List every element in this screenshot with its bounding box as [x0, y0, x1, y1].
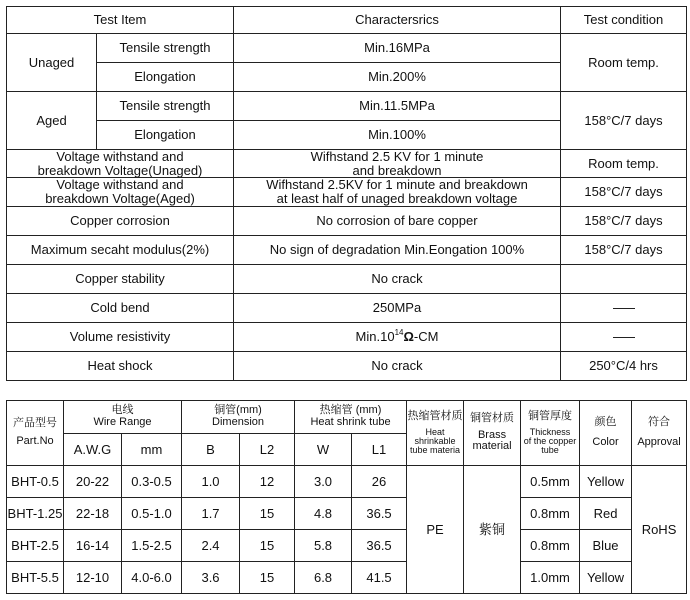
- secant-modulus-value: No sign of degradation Min.Eongation 100%: [234, 235, 561, 264]
- cell-brass-material: 紫铜: [464, 466, 521, 594]
- spec-row-unaged-tensile: [7, 34, 687, 63]
- cell-part: BHT-5.5: [7, 562, 64, 594]
- spec-header-row: [7, 7, 687, 34]
- dash-mark: [613, 337, 635, 338]
- copper-stability-condition: [561, 264, 687, 293]
- aged-tensile-label: Tensile strength: [97, 92, 234, 121]
- product-header-row-1: [7, 401, 687, 434]
- spec-row-copper-stability: [7, 264, 687, 293]
- cell-thickness: 0.8mm: [521, 530, 580, 562]
- header-test-condition: Test condition: [561, 7, 687, 34]
- cold-bend-condition: [561, 293, 687, 322]
- voltage-unaged-condition: Room temp.: [561, 150, 687, 178]
- header-shrink-material: 热缩管材质 Heat shrinkable tube materia: [407, 401, 464, 466]
- dash-mark: [613, 308, 635, 309]
- table-row: [7, 562, 687, 594]
- cell-mm: 4.0-6.0: [122, 562, 182, 594]
- cell-awg: 12-10: [64, 562, 122, 594]
- copper-stability-item: Copper stability: [7, 264, 234, 293]
- header-w: W: [295, 434, 352, 466]
- unaged-condition: Room temp.: [561, 34, 687, 92]
- copper-corrosion-value: No corrosion of bare copper: [234, 206, 561, 235]
- header-part-no: 产品型号 Part.No: [7, 401, 64, 466]
- heat-shock-value: No crack: [234, 351, 561, 380]
- header-l1: L1: [352, 434, 407, 466]
- cell-b: 3.6: [182, 562, 240, 594]
- cell-l1: 26: [352, 466, 407, 498]
- product-table: [6, 400, 687, 594]
- aged-label: Aged: [7, 92, 97, 150]
- aged-tensile-value: Min.11.5MPa: [234, 92, 561, 121]
- cell-w: 4.8: [295, 498, 352, 530]
- unaged-tensile-label: Tensile strength: [97, 34, 234, 63]
- voltage-aged-condition: 158°C/7 days: [561, 178, 687, 206]
- header-color: 颜色 Color: [580, 401, 632, 466]
- header-b: B: [182, 434, 240, 466]
- cell-thickness: 1.0mm: [521, 562, 580, 594]
- header-wire-range: 电线 Wire Range: [64, 401, 182, 434]
- spec-row-volume-resistivity: [7, 322, 687, 351]
- spec-row-copper-corrosion: [7, 206, 687, 235]
- header-heat-shrink-tube: 热缩管 (mm) Heat shrink tube: [295, 401, 407, 434]
- heat-shock-item: Heat shock: [7, 351, 234, 380]
- cell-mm: 0.3-0.5: [122, 466, 182, 498]
- cell-b: 1.0: [182, 466, 240, 498]
- header-thickness: 铜管厚度 Thickness of the copper tube: [521, 401, 580, 466]
- aged-elongation-value: Min.100%: [234, 121, 561, 150]
- spec-row-voltage-unaged: [7, 150, 687, 178]
- spec-row-secant-modulus: [7, 235, 687, 264]
- cell-awg: 20-22: [64, 466, 122, 498]
- cell-l1: 36.5: [352, 530, 407, 562]
- table-row: [7, 498, 687, 530]
- aged-condition: 158°C/7 days: [561, 92, 687, 150]
- voltage-aged-value: Wifhstand 2.5KV for 1 minute and breakdown at least half of unaged breakdown voltage: [234, 178, 561, 206]
- secant-modulus-item: Maximum secaht modulus(2%): [7, 235, 234, 264]
- cell-shrink-material: PE: [407, 466, 464, 594]
- cell-w: 3.0: [295, 466, 352, 498]
- cell-color: Yellow: [580, 562, 632, 594]
- cell-l2: 15: [240, 530, 295, 562]
- copper-corrosion-item: Copper corrosion: [7, 206, 234, 235]
- voltage-aged-item: Voltage withstand and breakdown Voltage(Aged): [7, 178, 234, 206]
- cold-bend-value: 250MPa: [234, 293, 561, 322]
- header-test-item: Test Item: [7, 7, 234, 34]
- cell-w: 5.8: [295, 530, 352, 562]
- volume-resistivity-item: Volume resistivity: [7, 322, 234, 351]
- cell-mm: 0.5-1.0: [122, 498, 182, 530]
- unaged-label: Unaged: [7, 34, 97, 92]
- cell-part: BHT-1.25: [7, 498, 64, 530]
- header-brass-material: 铜管材质 Brass material: [464, 401, 521, 466]
- voltage-unaged-value: Wifhstand 2.5 KV for 1 minute and breakdown: [234, 150, 561, 178]
- cell-b: 1.7: [182, 498, 240, 530]
- copper-corrosion-condition: 158°C/7 days: [561, 206, 687, 235]
- cell-b: 2.4: [182, 530, 240, 562]
- spec-table: [6, 6, 687, 381]
- cell-part: BHT-0.5: [7, 466, 64, 498]
- cell-part: BHT-2.5: [7, 530, 64, 562]
- header-mm: mm: [122, 434, 182, 466]
- header-approval: 符合 Approval: [632, 401, 687, 466]
- cell-thickness: 0.5mm: [521, 466, 580, 498]
- voltage-unaged-item: Voltage withstand and breakdown Voltage(Unaged): [7, 150, 234, 178]
- volume-resistivity-condition: [561, 322, 687, 351]
- cell-l2: 15: [240, 498, 295, 530]
- spec-row-cold-bend: [7, 293, 687, 322]
- unaged-elongation-value: Min.200%: [234, 63, 561, 92]
- unaged-tensile-value: Min.16MPa: [234, 34, 561, 63]
- cell-thickness: 0.8mm: [521, 498, 580, 530]
- volume-resistivity-value: $Min.10^{14}\Omega-CM$: [234, 322, 561, 351]
- spec-row-aged-tensile: [7, 92, 687, 121]
- header-l2: L2: [240, 434, 295, 466]
- cell-w: 6.8: [295, 562, 352, 594]
- secant-modulus-condition: 158°C/7 days: [561, 235, 687, 264]
- header-awg: A.W.G: [64, 434, 122, 466]
- cold-bend-item: Cold bend: [7, 293, 234, 322]
- table-row: [7, 466, 687, 498]
- cell-color: Blue: [580, 530, 632, 562]
- table-row: [7, 530, 687, 562]
- cell-color: Yellow: [580, 466, 632, 498]
- spec-row-heat-shock: [7, 351, 687, 380]
- header-characteristics: Charactersrics: [234, 7, 561, 34]
- cell-l2: 15: [240, 562, 295, 594]
- cell-l1: 36.5: [352, 498, 407, 530]
- header-dimension: 铜管(mm) Dimension: [182, 401, 295, 434]
- cell-color: Red: [580, 498, 632, 530]
- unaged-elongation-label: Elongation: [97, 63, 234, 92]
- cell-awg: 22-18: [64, 498, 122, 530]
- aged-elongation-label: Elongation: [97, 121, 234, 150]
- cell-approval: RoHS: [632, 466, 687, 594]
- cell-awg: 16-14: [64, 530, 122, 562]
- cell-mm: 1.5-2.5: [122, 530, 182, 562]
- cell-l1: 41.5: [352, 562, 407, 594]
- spec-row-voltage-aged: [7, 178, 687, 206]
- cell-l2: 12: [240, 466, 295, 498]
- heat-shock-condition: 250°C/4 hrs: [561, 351, 687, 380]
- copper-stability-value: No crack: [234, 264, 561, 293]
